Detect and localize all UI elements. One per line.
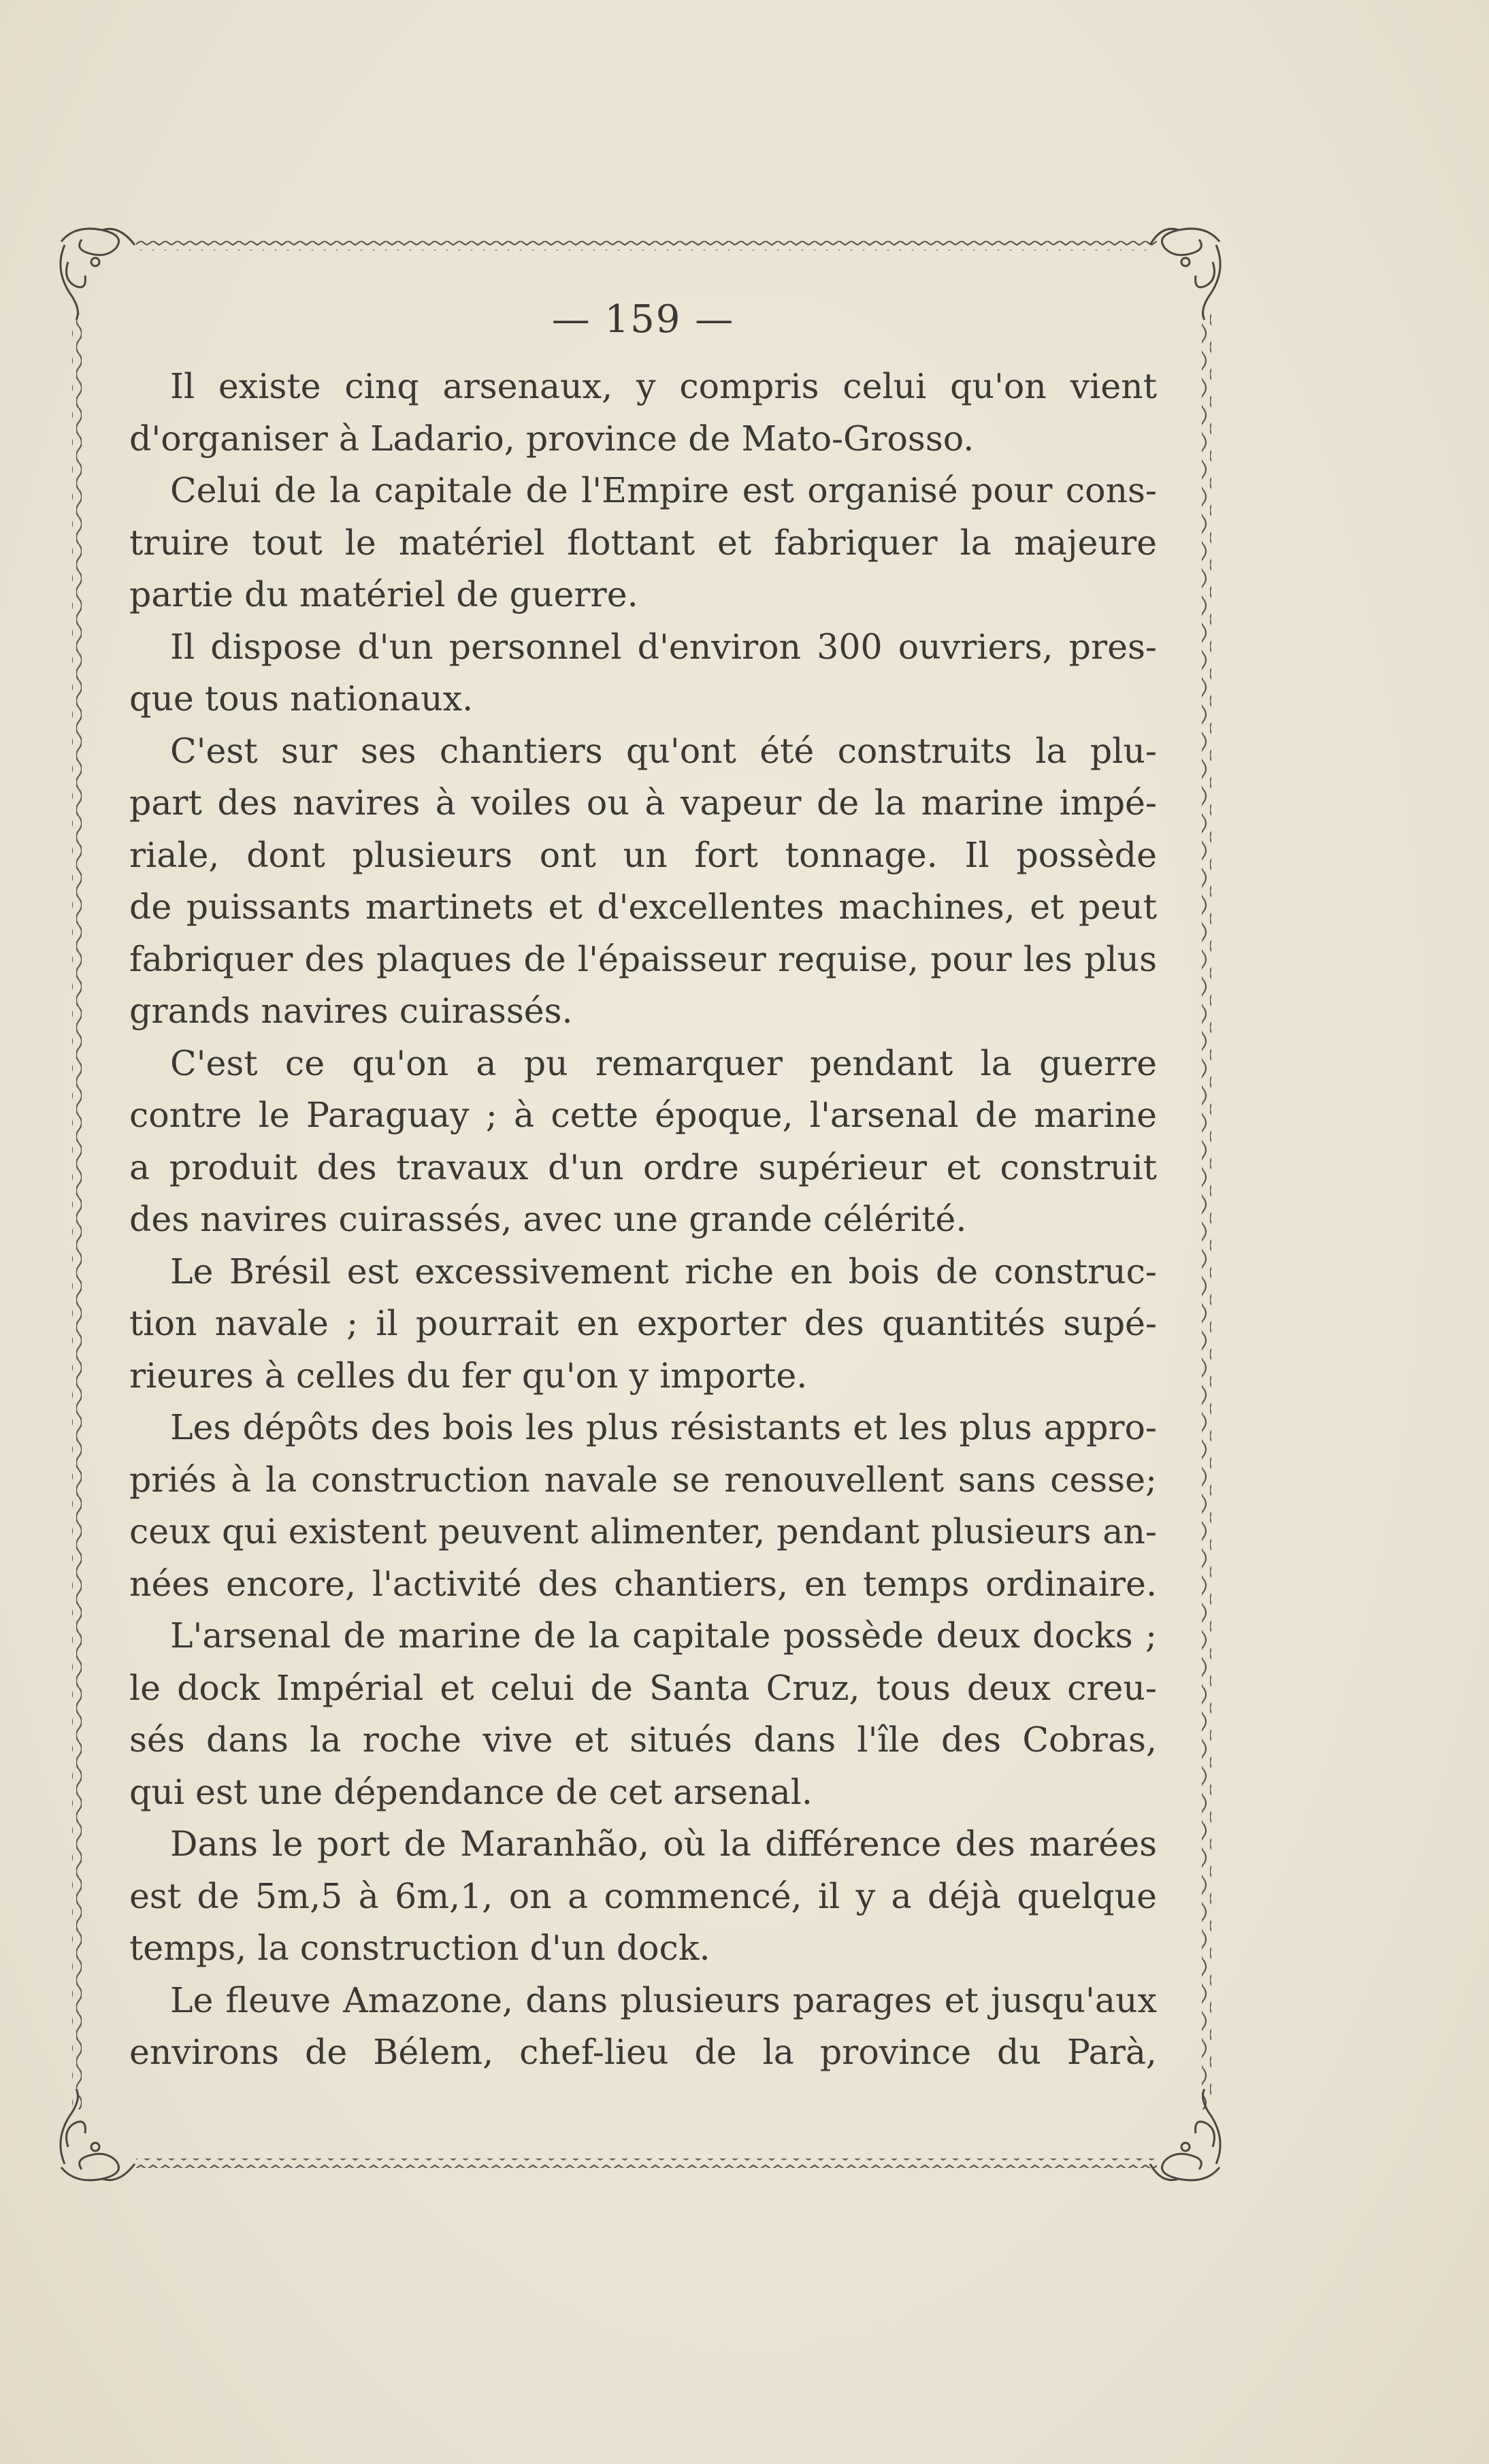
paragraph-5 — [129, 1038, 1157, 1246]
paragraph-8 — [129, 1610, 1157, 1818]
paragraph-3 — [129, 621, 1157, 725]
text-line: Celui de la capitale de l'Empire est organisé pour cons- — [170, 470, 1157, 510]
paragraph-10 — [129, 1975, 1157, 2079]
corner-ornament-bottom-left — [61, 2089, 135, 2180]
text-line: ceux qui existent peuvent alimenter, pendant plusieurs an- — [129, 1511, 1157, 1551]
paragraph-7 — [129, 1402, 1157, 1610]
text-line: Il existe cinq arsenaux, y compris celui qu'on vient — [170, 366, 1157, 406]
paragraph-6 — [129, 1246, 1157, 1402]
paragraph-4 — [129, 725, 1157, 1038]
text-line: Il dispose d'un personnel d'environ 300 ouvriers, pres- — [170, 626, 1157, 667]
paragraph-1 — [129, 361, 1157, 465]
text-line: Le Brésil est excessivement riche en bois de construc- — [170, 1251, 1157, 1292]
text-line: qui est une dépendance de cet arsenal. — [129, 1771, 813, 1812]
text-line: C'est ce qu'on a pu remarquer pendant la guerre — [170, 1042, 1157, 1083]
text-line: grands navires cuirassés. — [129, 991, 573, 1031]
text-line: temps, la construction d'un dock. — [129, 1928, 710, 1968]
text-line: contre le Paraguay ; à cette époque, l'arsenal de marine — [129, 1095, 1157, 1135]
text-line: L'arsenal de marine de la capitale possède deux docks ; — [170, 1615, 1157, 1656]
text-line: riale, dont plusieurs ont un fort tonnage. Il possède — [129, 834, 1157, 875]
text-line: de puissants martinets et d'excellentes machines, et peut — [129, 887, 1157, 927]
text-line: part des navires à voiles ou à vapeur de la marine impé- — [129, 783, 1157, 823]
text-line: truire tout le matériel flottant et fabriquer la majeure — [129, 522, 1157, 563]
text-line: environs de Bélem, chef-lieu de la province du Parà, — [129, 2032, 1157, 2072]
text-line: est de 5m,5 à 6m,1, on a commencé, il y a déjà quelque — [129, 1875, 1157, 1916]
text-line: rieures à celles du fer qu'on y importe. — [129, 1355, 808, 1396]
paragraph-2 — [129, 465, 1157, 621]
border-bottom — [136, 2158, 1157, 2168]
border-left — [72, 313, 82, 2109]
text-line: Le fleuve Amazone, dans plusieurs parages et jusqu'aux — [170, 1980, 1157, 2020]
text-line: priés à la construction navale se renouvellent sans cesse; — [129, 1459, 1157, 1500]
corner-ornament-top-left — [61, 229, 135, 320]
text-line: C'est sur ses chantiers qu'ont été construits la plu- — [170, 730, 1157, 771]
page-body — [129, 286, 1157, 2079]
text-line: d'organiser à Ladario, province de Mato-Grosso. — [129, 418, 975, 459]
border-top — [136, 241, 1157, 250]
text-line: des navires cuirassés, avec une grande célérité. — [129, 1199, 967, 1239]
paragraph-9 — [129, 1818, 1157, 1975]
text-line: a produit des travaux d'un ordre supérieur et construit — [129, 1147, 1157, 1187]
text-line: le dock Impérial et celui de Santa Cruz, tous deux creu- — [129, 1667, 1157, 1708]
text-line: Les dépôts des bois les plus résistants et les plus appro- — [170, 1407, 1157, 1447]
text-line: tion navale ; il pourrait en exporter des quantités supé- — [129, 1303, 1157, 1343]
text-line: fabriquer des plaques de l'épaisseur requise, pour les plus — [129, 938, 1157, 979]
corner-ornament-top-right — [1150, 229, 1220, 320]
text-line: nées encore, l'activité des chantiers, en temps ordinaire. — [129, 1563, 1157, 1604]
text-line: Dans le port de Maranhão, où la différence des marées — [170, 1824, 1157, 1864]
text-line: que tous nationaux. — [129, 678, 474, 719]
text-line: partie du matériel de guerre. — [129, 574, 638, 614]
border-right — [1202, 313, 1211, 2109]
page-number: — 159 — — [551, 297, 735, 342]
text-line: sés dans la roche vive et situés dans l'île des Cobras, — [129, 1720, 1157, 1760]
